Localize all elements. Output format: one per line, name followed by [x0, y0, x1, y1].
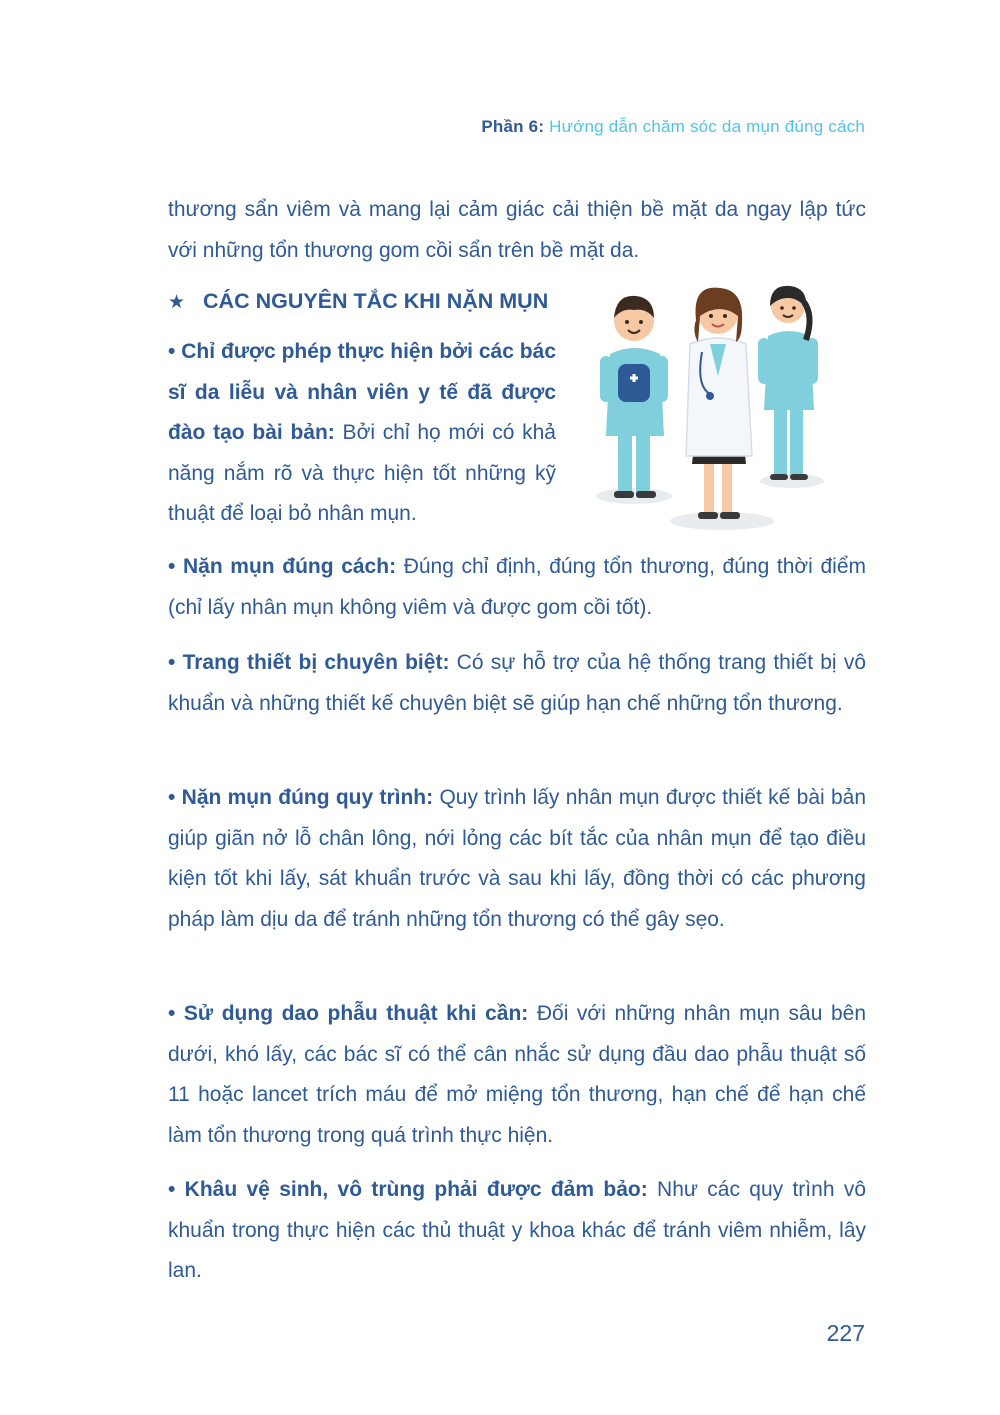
- principle-item-2: [168, 547, 866, 628]
- principle-body: Đối với những nhân mụn sâu bên dưới, khó lấy, các bác sĩ có thể cân nhắc sử dụng đầu dao phẫu thuật số 11 hoặc lancet trích máu để mở miệng tổn thương, hạn chế để hạn chế làm tổn thương trong quá trình thực hiện.: [168, 1002, 866, 1147]
- page-number: 227: [826, 1320, 865, 1346]
- principle-text: [168, 994, 866, 1156]
- principle-item-4: [168, 778, 866, 940]
- principle-body: Quy trình lấy nhân mụn được thiết kế bài bản giúp giãn nở lỗ chân lông, nới lỏng các bít tắc của nhân mụn để tạo điều kiện tốt khi lấy, sát khuẩn trước và sau khi lấy, đồng thời có các phương pháp làm dịu da để tránh những tổn thương có thể gây sẹo.: [168, 786, 866, 931]
- principle-title: • Nặn mụn đúng cách:: [168, 555, 397, 578]
- running-header: [481, 117, 865, 137]
- principle-title: • Trang thiết bị chuyên biệt:: [168, 651, 450, 674]
- principle-item-5: [168, 994, 866, 1156]
- part-label: Phần 6:: [481, 117, 545, 136]
- principle-item-1: [168, 332, 556, 535]
- section-title: CÁC NGUYÊN TẮC KHI NẶN MỤN: [203, 289, 549, 313]
- part-title: Hướng dẫn chăm sóc da mụn đúng cách: [549, 117, 865, 136]
- principle-item-6: [168, 1170, 866, 1292]
- principle-text: [168, 778, 866, 940]
- principle-body: Đúng chỉ định, đúng tổn thương, đúng thời điểm (chỉ lấy nhân mụn không viêm và được gom cồi tốt).: [168, 555, 866, 619]
- principle-title: • Chỉ được phép thực hiện bởi các bác sĩ da liễu và nhân viên y tế đã được đào tạo bài bản:: [168, 340, 556, 444]
- principle-title: • Khâu vệ sinh, vô trùng phải được đảm bảo:: [168, 1178, 648, 1201]
- principle-text: [168, 643, 866, 724]
- principle-title: • Nặn mụn đúng quy trình:: [168, 786, 434, 809]
- principle-body: Bởi chỉ họ mới có khả năng nắm rõ và thực hiện tốt những kỹ thuật để loại bỏ nhân mụn.: [168, 421, 556, 525]
- principle-title: • Sử dụng dao phẫu thuật khi cần:: [168, 1002, 529, 1025]
- section-heading: [168, 289, 548, 314]
- star-icon: ★: [168, 292, 186, 313]
- principle-text: [168, 1170, 866, 1292]
- principle-body: Như các quy trình vô khuẩn trong thực hiện các thủ thuật y khoa khác để tránh viêm nhiễm, lây lan.: [168, 1178, 867, 1282]
- intro-paragraph-block: [168, 190, 866, 271]
- principle-body: Có sự hỗ trợ của hệ thống trang thiết bị vô khuẩn và những thiết kế chuyên biệt sẽ giúp hạn chế những tổn thương.: [168, 651, 866, 715]
- principle-item-3: [168, 643, 866, 724]
- intro-paragraph: thương sẩn viêm và mang lại cảm giác cải thiện bề mặt da ngay lập tức với những tổn thương gom cồi sẩn trên bề mặt da.: [168, 198, 866, 262]
- medical-staff-illustration: [592, 276, 842, 536]
- principle-text: [168, 547, 866, 628]
- principle-text: [168, 332, 556, 535]
